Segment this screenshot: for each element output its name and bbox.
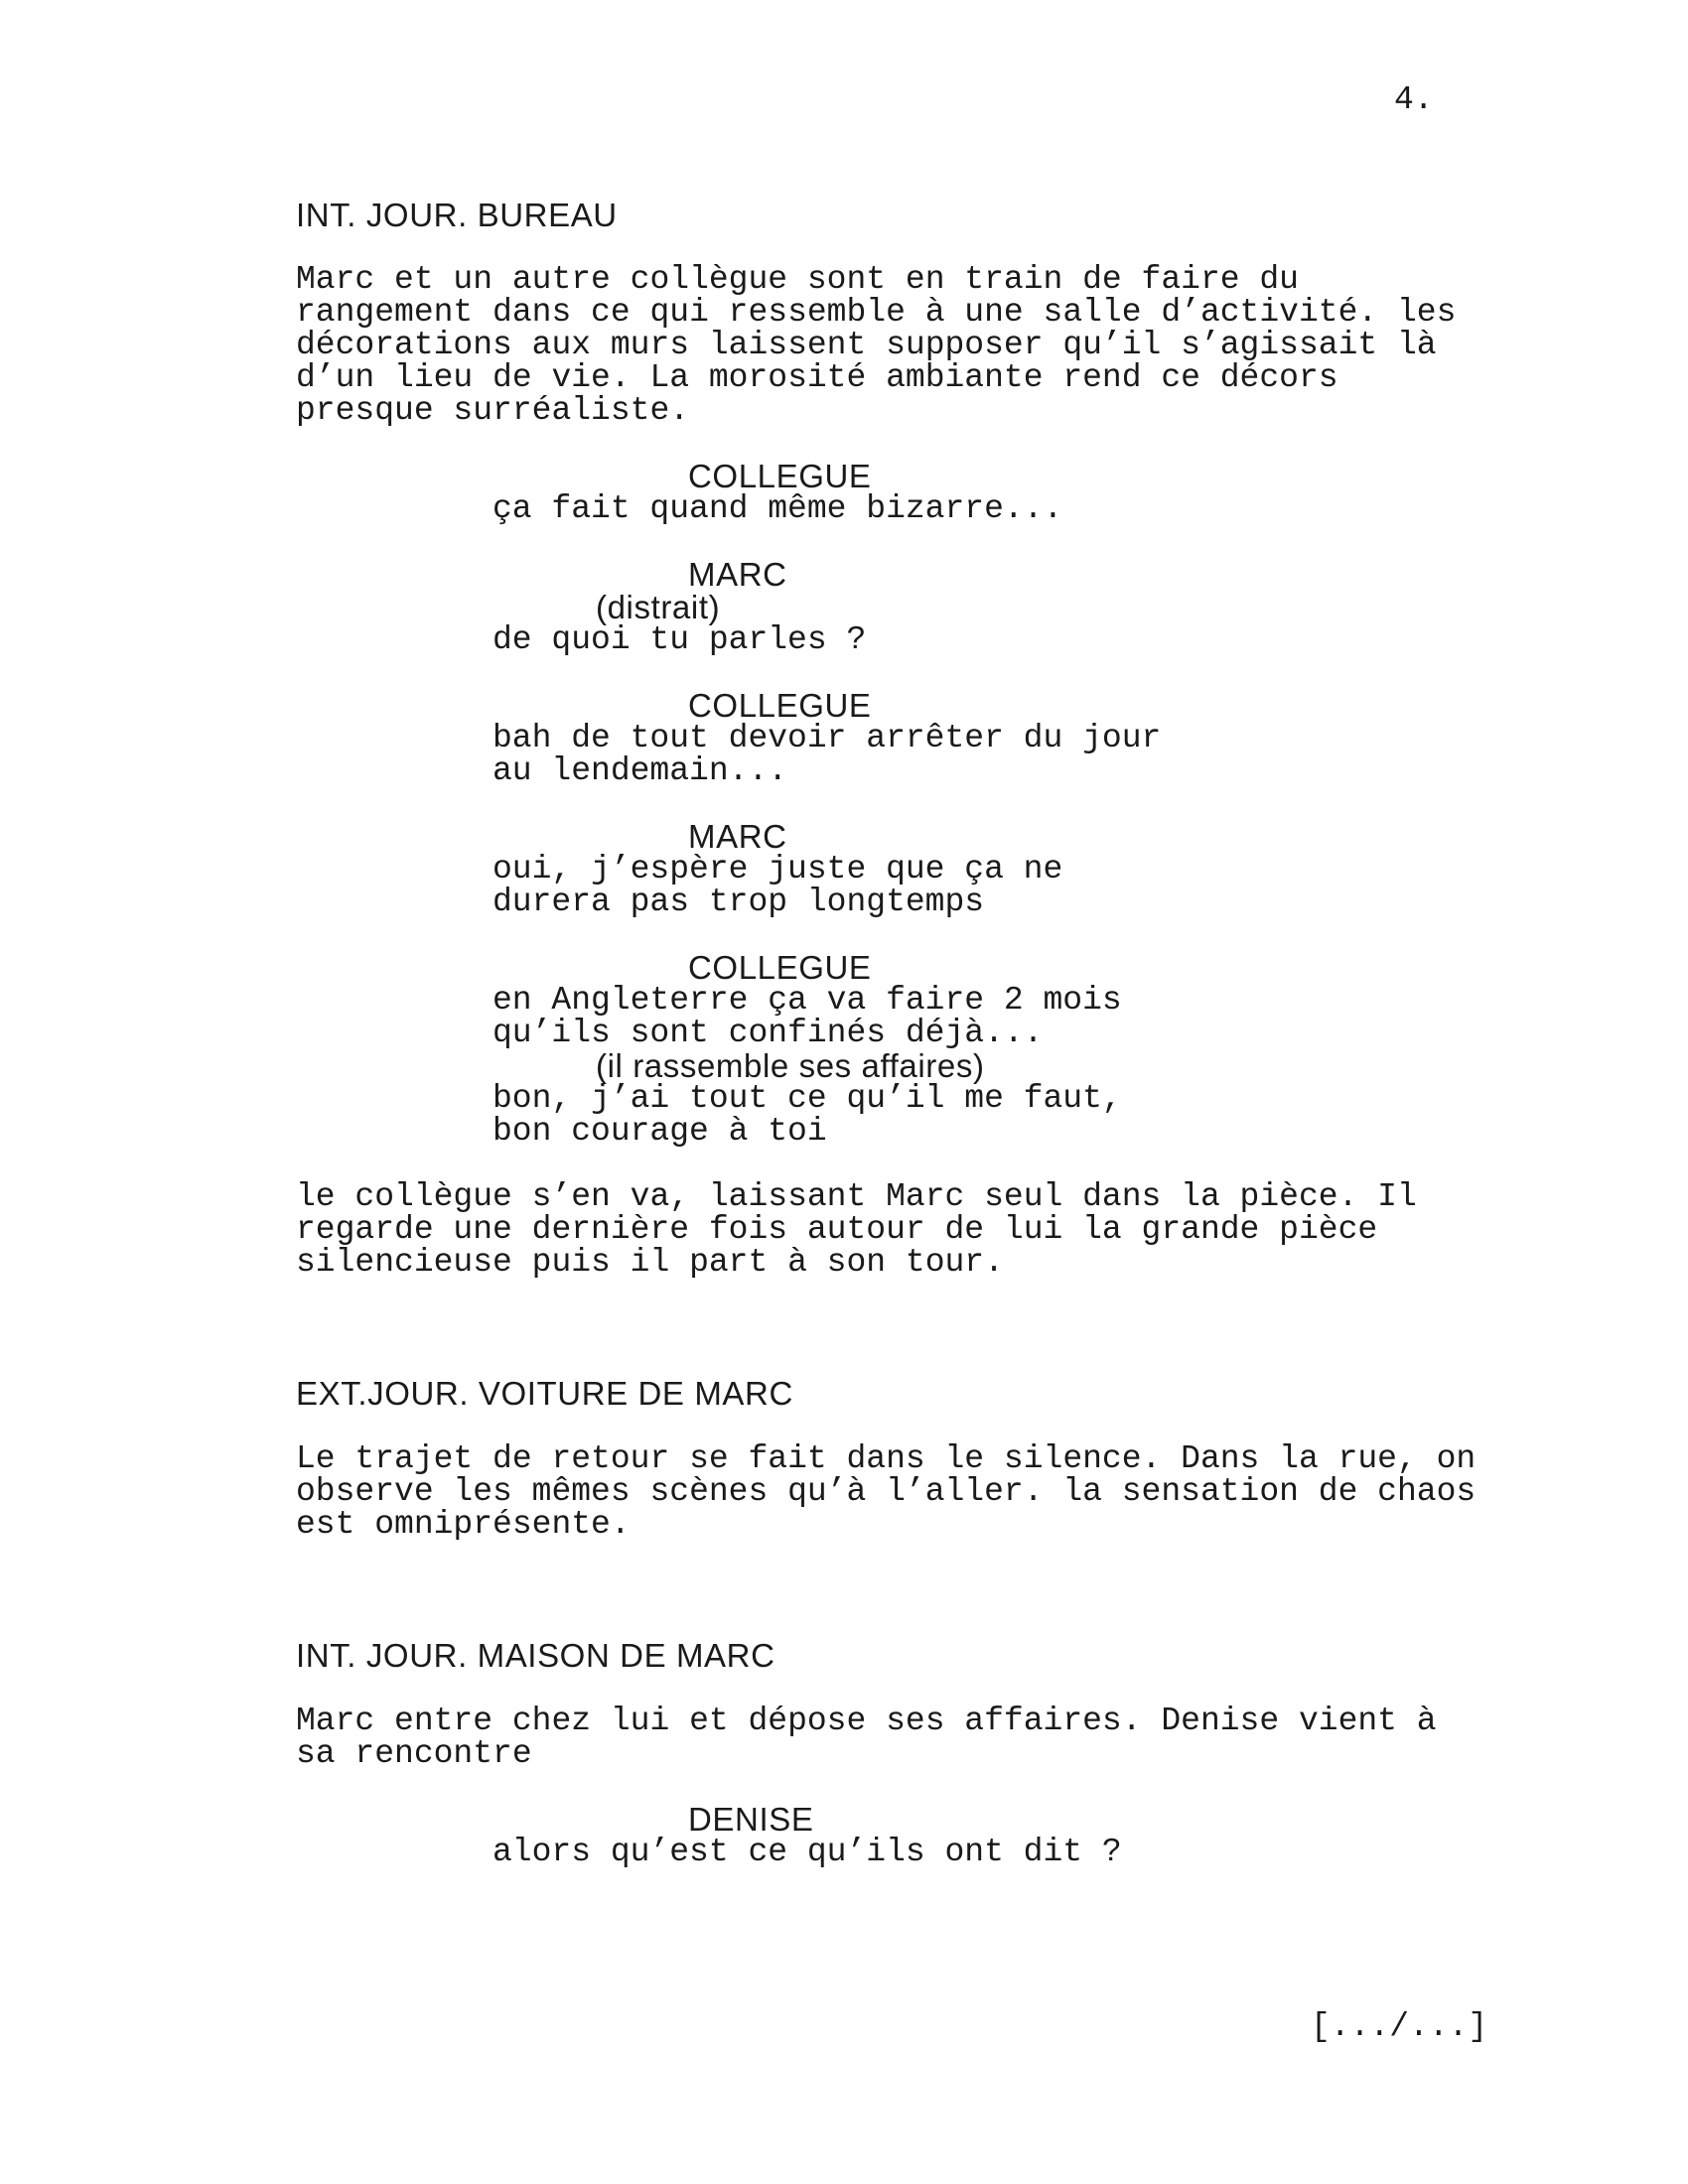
dialogue-text: oui, j’espère juste que ça ne durera pas trop longtemps [492,851,1063,920]
scene-heading: EXT.JOUR. VOITURE DE MARC [296,1375,793,1412]
character-name: MARC [688,818,787,855]
dialogue-text: bon, j’ai tout ce qu’il me faut, bon courage à toi [492,1080,1122,1150]
dialogue-text: de quoi tu parles ? [492,621,867,658]
character-name: DENISE [688,1801,814,1838]
action-text: Marc entre chez lui et dépose ses affaires. Denise vient à sa rencontre [296,1703,1437,1772]
character-name: MARC [688,556,787,593]
page-number: 4. [1394,81,1434,118]
continued-marker: [.../...] [1311,2008,1488,2045]
dialogue-text: alors qu’est ce qu’ils ont dit ? [492,1834,1122,1870]
dialogue-text: bah de tout devoir arrêter du jour au lendemain... [492,720,1162,789]
parenthetical: (distrait) [596,589,721,625]
character-name: COLLEGUE [688,949,872,986]
character-name: COLLEGUE [688,687,872,724]
scene-heading: INT. JOUR. BUREAU [296,197,618,233]
dialogue-text: en Angleterre ça va faire 2 mois qu’ils sont confinés déjà... [492,982,1122,1051]
action-text: Le trajet de retour se fait dans le silence. Dans la rue, on observe les mêmes scènes qu’à l’aller. la sensation de chaos est omniprésente. [296,1440,1477,1543]
dialogue-text: ça fait quand même bizarre... [492,490,1063,527]
scene-heading: INT. JOUR. MAISON DE MARC [296,1637,775,1674]
action-text: le collègue s’en va, laissant Marc seul dans la pièce. Il regarde une dernière fois autour de lui la grande pièce silencieuse puis il part à son tour. [296,1178,1417,1281]
character-name: COLLEGUE [688,458,872,494]
action-text: Marc et un autre collègue sont en train de faire du rangement dans ce qui ressemble à une salle d’activité. les décorations aux murs laissent supposer qu’il s’agissait là d’un lieu de vie. La morosité ambiante rend ce décors presque surréaliste. [296,261,1457,429]
parenthetical: (il rassemble ses affaires) [596,1047,985,1084]
